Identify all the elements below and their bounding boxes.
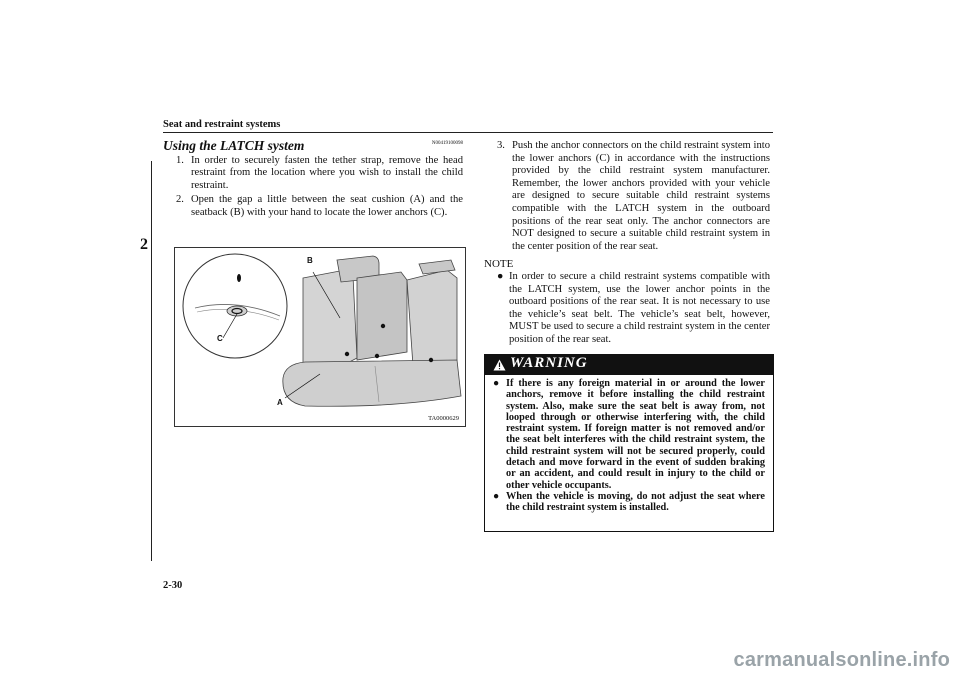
step-2 xyxy=(176,194,463,219)
running-header: Seat and restraint systems xyxy=(163,119,281,130)
page-number: 2-30 xyxy=(163,580,183,591)
warning-box xyxy=(484,354,774,532)
step-number: 3. xyxy=(497,140,505,151)
section-title-text: Using the LATCH system xyxy=(163,138,305,153)
warning-item xyxy=(493,378,765,491)
step-text: In order to securely fasten the tether strap, remove the head restraint from the location where you wish to install the child restraint. xyxy=(191,154,463,191)
warning-triangle-icon xyxy=(493,359,506,371)
callout-b: B xyxy=(307,256,313,265)
anchor-point xyxy=(381,324,385,328)
left-column xyxy=(163,138,463,220)
seatback-right xyxy=(407,270,457,366)
callout-a: A xyxy=(277,398,283,407)
warning-title: WARNING xyxy=(510,355,588,371)
anchor-point xyxy=(375,354,379,358)
chapter-number: 2 xyxy=(140,236,148,253)
step-text: Open the gap a little between the seat cushion (A) and the seatback (B) with your hand to locate the lower anchors (C). xyxy=(191,194,463,218)
warning-text: When the vehicle is moving, do not adjust the seat where the child restraint system is installed. xyxy=(506,490,765,514)
anchor-point xyxy=(429,358,433,362)
bullet-icon: ● xyxy=(493,378,500,389)
section-title xyxy=(163,140,463,153)
figure-code: TA0000629 xyxy=(428,415,459,422)
bullet-icon: ● xyxy=(497,270,504,282)
right-column xyxy=(484,140,770,347)
warning-body xyxy=(485,375,773,514)
watermark: carmanualsonline.info xyxy=(733,649,950,671)
section-code: N00419100098 xyxy=(431,141,463,146)
step-1 xyxy=(176,155,463,193)
header-rule xyxy=(163,132,773,133)
note-label: NOTE xyxy=(484,258,514,271)
warning-text: If there is any foreign material in or around the lower anchors, remove it before installing the child restraint system. Also, make sure the seat belt is away from, not looped through or otherwise interfering with, the child restraint system. If foreign matter is not removed and/or the seat belt interferes with the child restraint system, the child restraint system will not be secured properly, could detach and move forward in the event of sudden braking or an accident, and could result in injury to the child or other vehicle occupants. xyxy=(506,378,765,491)
seatback-center xyxy=(357,272,407,360)
warning-header xyxy=(485,355,773,375)
note-item xyxy=(497,271,770,347)
anchor-point xyxy=(345,352,349,356)
step-number: 2. xyxy=(176,194,184,206)
step-number: 1. xyxy=(176,154,184,166)
seat-cushion xyxy=(283,360,461,406)
step-text: Push the anchor connectors on the child restraint system into the lower anchors (C) in accordance with the instructions provided by the child restraint system manufacturer. Remember, the lower anchors provided with your vehicle are designed to secure suitable child restraint systems compatible with the LATCH system in the outboard positions of the rear seat only. The anchor connectors are NOT designed to secure a suitable child restraint system in the center position of the rear seat. xyxy=(512,140,770,252)
step-3 xyxy=(497,140,770,253)
bullet-icon: ● xyxy=(493,490,500,502)
callout-c: C xyxy=(217,334,223,343)
chapter-tab-rule xyxy=(113,161,152,561)
note-text: In order to secure a child restraint systems compatible with the LATCH system, use the lower anchor points in the outboard positions of the rear seat. It is not necessary to use the vehicle’s seat belt. The vehicle’s seat belt, however, MUST be used to secure a child restraint system in the center position of the rear seat. xyxy=(509,270,770,345)
seat-illustration xyxy=(174,247,466,427)
warning-item xyxy=(493,491,765,514)
